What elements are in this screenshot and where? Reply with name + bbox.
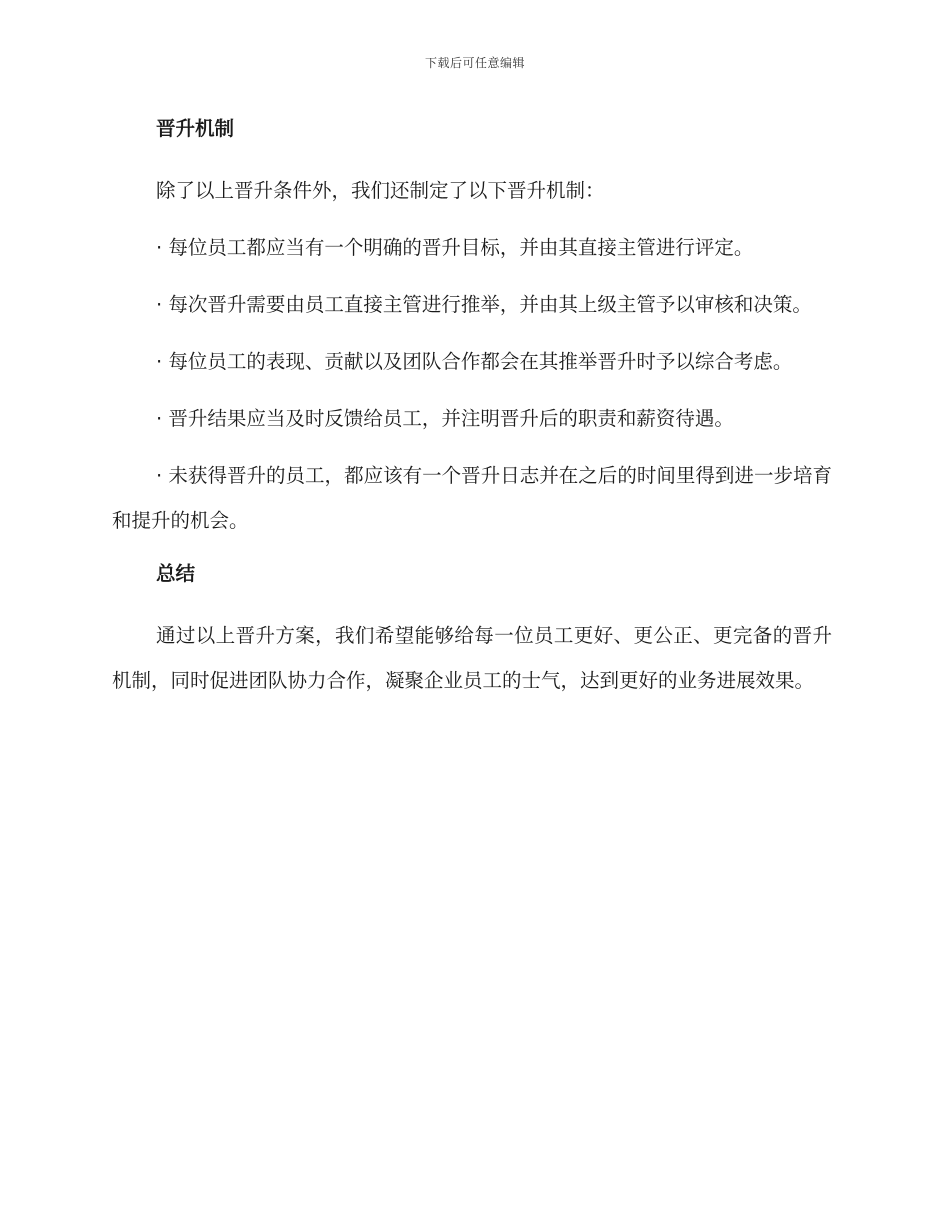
section-title-summary: 总结 <box>156 562 196 585</box>
mechanism-bullet: · 每位员工的表现、贡献以及团队合作都会在其推举晋升时予以综合考虑。 <box>156 350 793 373</box>
mechanism-bullet: · 每次晋升需要由员工直接主管进行推举，并由其上级主管予以审核和决策。 <box>156 293 812 316</box>
section-title-mechanism: 晋升机制 <box>156 117 235 140</box>
document-body <box>112 110 832 715</box>
mechanism-bullet: · 晋升结果应当及时反馈给员工，并注明晋升后的职责和薪资待遇。 <box>156 407 734 430</box>
mechanism-bullet: · 未获得晋升的员工，都应该有一个晋升日志并在之后的时间里得到进一步培育和提升的机会。 <box>112 464 832 532</box>
mechanism-bullet: · 每位员工都应当有一个明确的晋升目标，并由其直接主管进行评定。 <box>156 236 754 259</box>
mechanism-intro: 除了以上晋升条件外，我们还制定了以下晋升机制： <box>156 179 605 202</box>
page-header: 下载后可任意编辑 <box>424 56 525 70</box>
summary-body: 通过以上晋升方案，我们希望能够给每一位员工更好、更公正、更完备的晋升机制，同时促进团队协力合作，凝聚企业员工的士气，达到更好的业务进展效果。 <box>112 624 832 692</box>
